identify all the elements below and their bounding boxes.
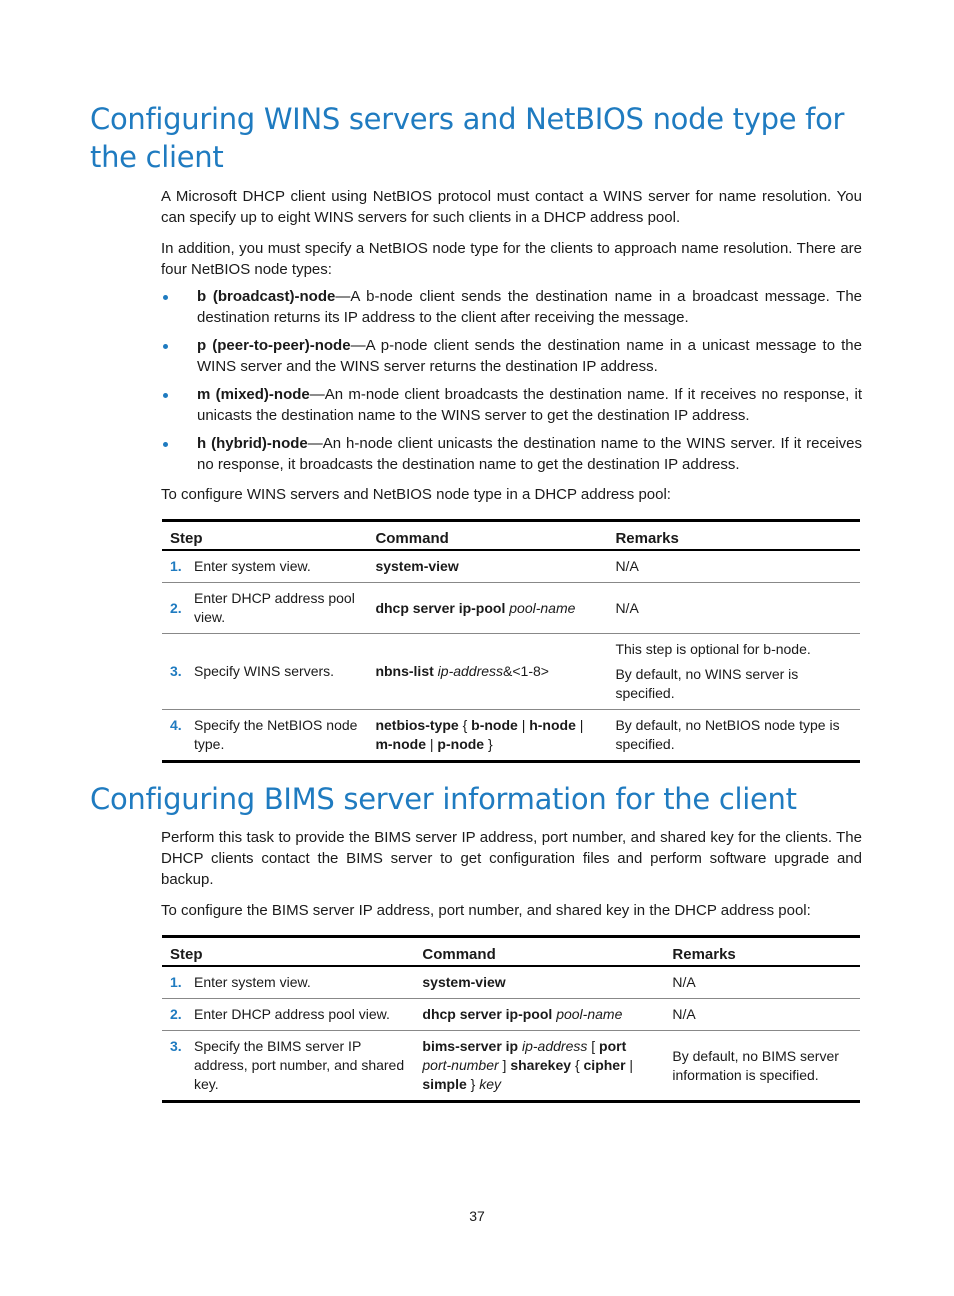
header-command: Command [414,937,664,967]
command-brace: { [462,717,468,733]
step-remarks [607,634,860,710]
node-type-term: m (mixed)-node [197,386,310,403]
bims-config-table [162,935,860,1103]
step-description: Enter system view. [186,550,367,583]
bullet-icon [163,393,168,398]
command-bracket: ] [502,1057,507,1073]
step-number: 3. [162,1031,186,1102]
command-argument: port-number [422,1057,499,1073]
paragraph-bims-intro: Perform this task to provide the BIMS server IP address, port number, and shared key for the clients. The DHCP clients contact the BIMS server to get configuration files and perform software upgrade and backup. [161,829,862,888]
command-brace: { [574,1057,580,1073]
table-row [162,583,860,634]
step-command [367,583,607,634]
node-type-description: —A p-node client sends the destination name in a unicast message to the WINS server and the WINS server returns the destination IP address. [197,337,862,375]
node-type-term: p (peer-to-peer)-node [197,337,351,354]
command-argument: ip-address [437,663,504,679]
table-header-row [162,521,860,551]
paragraph-bims-procedure: To configure the BIMS server IP address, port number, and shared key in the DHCP address pool: [161,902,811,919]
node-type-list [161,286,862,482]
paragraph-node-types-intro: In addition, you must specify a NetBIOS node type for the clients to approach name resolution. There are four NetBIOS node types: [161,240,862,278]
command-keyword: simple [422,1076,467,1092]
command-keyword: system-view [375,558,459,574]
table-row [162,710,860,762]
step-number: 2. [162,999,186,1031]
node-type-term: h (hybrid)-node [197,435,308,452]
step-number: 4. [162,710,186,762]
node-type-description: —A b-node client sends the destination name in a broadcast message. The destination returns its IP address to the client after receiving the message. [197,288,862,326]
list-item [161,286,862,328]
step-command [367,550,607,583]
bullet-icon [163,442,168,447]
command-bar: | [521,717,526,733]
step-remarks: N/A [664,966,860,999]
command-brace: } [487,736,493,752]
command-keyword: port [599,1038,627,1054]
step-description: Enter DHCP address pool view. [186,583,367,634]
step-description: Specify WINS servers. [186,634,367,710]
step-command [414,966,664,999]
command-keyword: m-node [375,736,426,752]
header-step: Step [162,521,367,551]
section-title-wins: Configuring WINS servers and NetBIOS node type for the client [90,102,845,174]
page-number: 37 [469,1208,485,1224]
step-number: 1. [162,550,186,583]
command-bar: | [629,1057,634,1073]
command-keyword: dhcp server ip-pool [422,1006,553,1022]
command-bar: | [579,717,584,733]
command-argument: ip-address [522,1038,588,1054]
paragraph-wins-intro: A Microsoft DHCP client using NetBIOS protocol must contact a WINS server for name resolution. You can specify up to eight WINS servers for such clients in a DHCP address pool. [161,188,862,226]
step-description: Specify the NetBIOS node type. [186,710,367,762]
step-command [367,710,607,762]
table-row [162,999,860,1031]
table-row [162,966,860,999]
command-brace: } [470,1076,476,1092]
step-remarks: N/A [664,999,860,1031]
bullet-icon [163,295,168,300]
command-keyword: cipher [583,1057,626,1073]
table-row [162,634,860,710]
section-title-bims: Configuring BIMS server information for the client [90,782,797,816]
command-bar: | [429,736,434,752]
step-number: 2. [162,583,186,634]
step-command [414,1031,664,1102]
list-item [161,384,862,426]
list-item [161,433,862,475]
table-header-row [162,937,860,967]
table-row [162,550,860,583]
command-argument: pool-name [556,1006,623,1022]
remark-line: This step is optional for b-node. [615,641,811,657]
header-remarks: Remarks [607,521,860,551]
step-remarks: N/A [607,550,860,583]
command-range: &<1-8> [503,663,549,679]
bullet-icon [163,344,168,349]
node-type-description: —An h-node client unicasts the destination name to the WINS server. If it receives no response, it broadcasts the destination name to get the destination IP address. [197,435,863,473]
step-remarks: By default, no BIMS server information is specified. [664,1031,860,1102]
step-number: 3. [162,634,186,710]
command-argument: key [479,1076,502,1092]
node-type-term: b (broadcast)-node [197,288,336,305]
step-description: Enter system view. [186,966,414,999]
list-item [161,335,862,377]
header-remarks: Remarks [664,937,860,967]
command-keyword: p-node [437,736,485,752]
table-row [162,1031,860,1102]
wins-config-table [162,519,860,763]
step-remarks: N/A [607,583,860,634]
command-keyword: b-node [471,717,518,733]
step-number: 1. [162,966,186,999]
step-command [367,634,607,710]
step-description: Specify the BIMS server IP address, port number, and shared key. [186,1031,414,1102]
header-step: Step [162,937,414,967]
command-bracket: [ [591,1038,596,1054]
step-description: Enter DHCP address pool view. [186,999,414,1031]
command-keyword: system-view [422,974,506,990]
step-command [414,999,664,1031]
command-keyword: netbios-type [375,717,459,733]
command-keyword: h-node [529,717,576,733]
command-keyword: nbns-list [375,663,434,679]
header-command: Command [367,521,607,551]
command-keyword: dhcp server ip-pool [375,599,506,616]
remark-line: By default, no WINS server is specified. [615,666,799,701]
command-argument: pool-name [509,599,576,616]
paragraph-wins-procedure: To configure WINS servers and NetBIOS node type in a DHCP address pool: [161,486,671,503]
node-type-description: —An m-node client broadcasts the destination name. If it receives no response, it unicasts the destination name to the WINS server to get the destination IP address. [197,386,862,424]
step-remarks: By default, no NetBIOS node type is specified. [607,710,860,762]
command-keyword: bims-server ip [422,1038,519,1054]
command-keyword: sharekey [510,1057,572,1073]
